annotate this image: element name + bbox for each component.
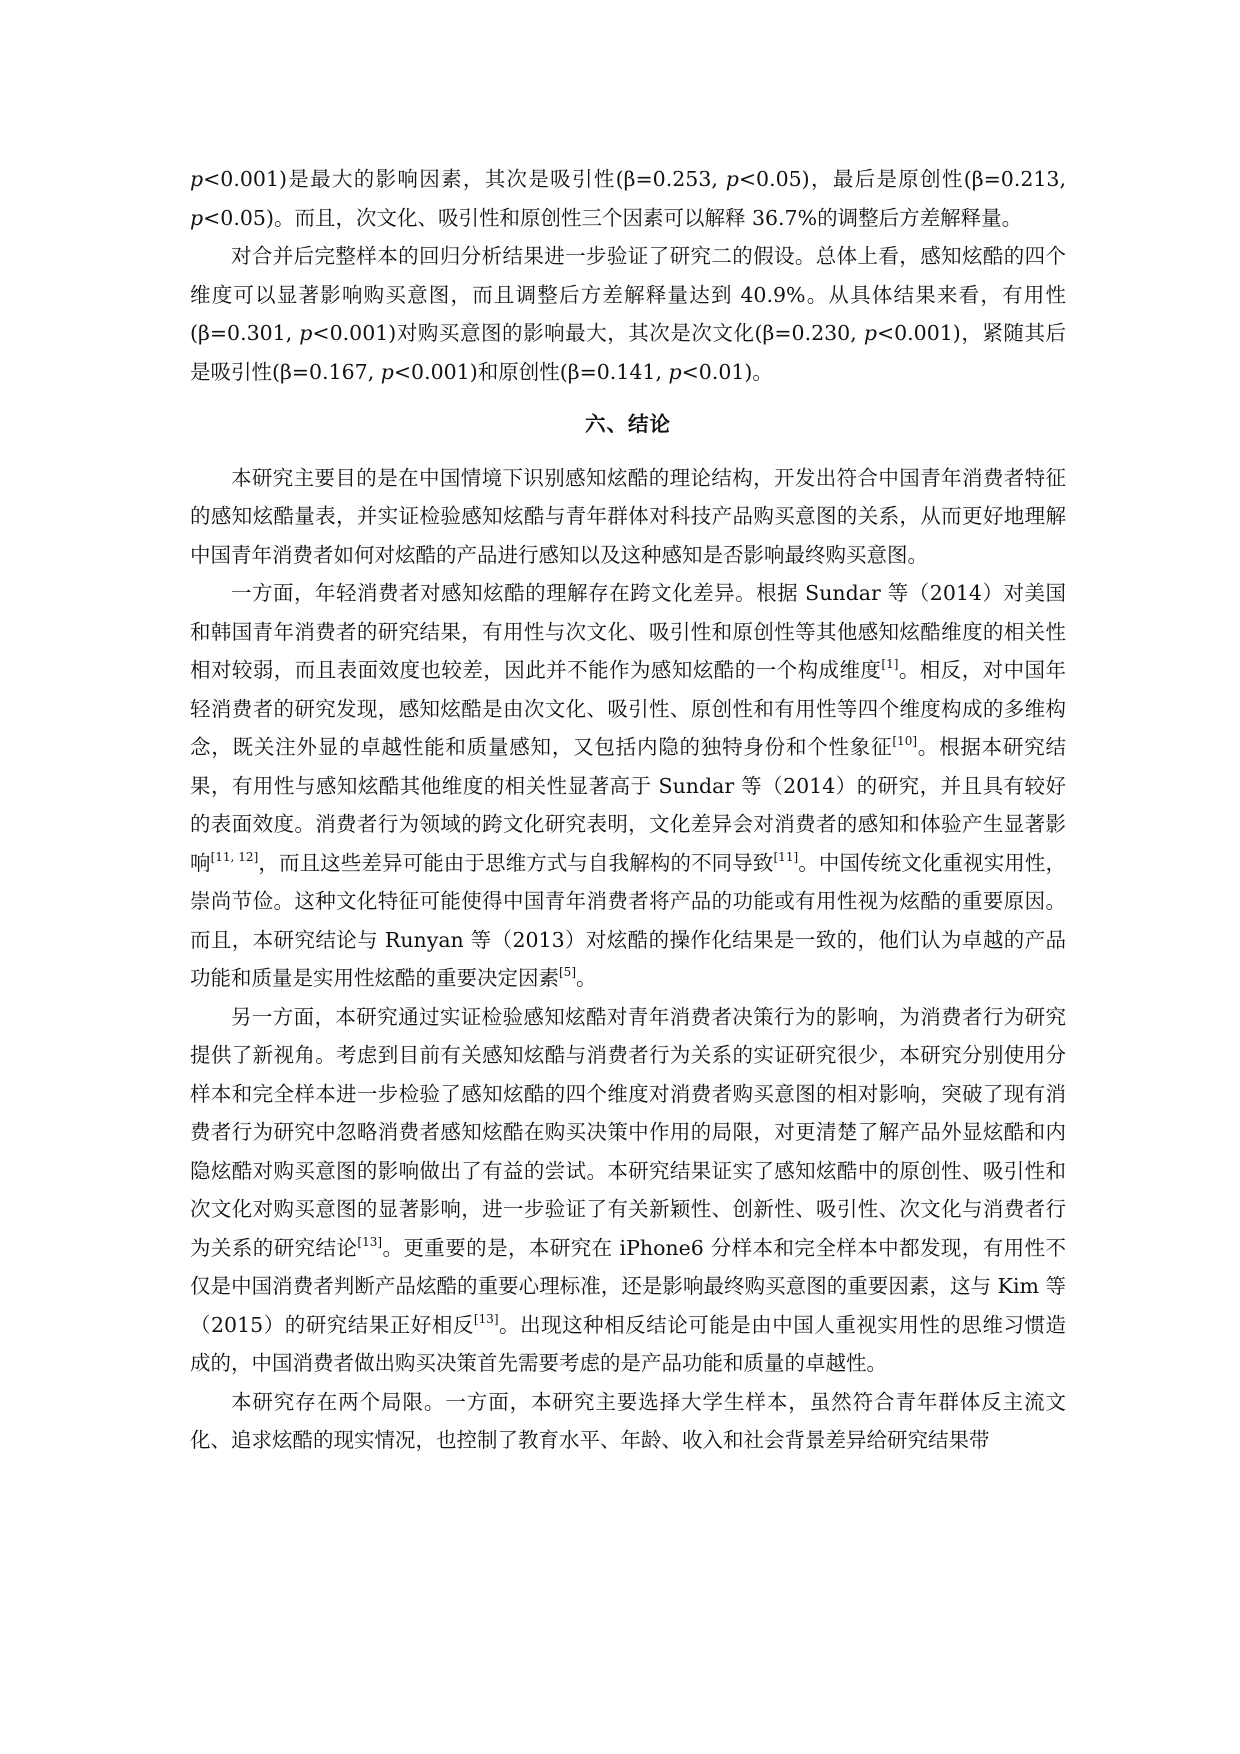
text-run: 。中国传统文化重视实用性，崇尚节俭。这种文化特征可能使得中国青年消费者将产品的功能或有用性视为炫酷的重要原因。而且，本研究结论与 Runyan 等（2013）对炫酷的操作化结果是一致的，他们认为卓越的产品功能和质量是实用性炫酷的重要决定因素 <box>190 850 1067 990</box>
text-run: 本研究主要目的是在中国情境下识别感知炫酷的理论结构，开发出符合中国青年消费者特征的感知炫酷量表，并实证检验感知炫酷与青年群体对科技产品购买意图的关系，从而更好地理解中国青年消费者如何对炫酷的产品进行感知以及这种感知是否影响最终购买意图。 <box>190 465 1066 567</box>
text-run: 另一方面，本研究通过实证检验感知炫酷对青年消费者决策行为的影响，为消费者行为研究提供了新视角。考虑到目前有关感知炫酷与消费者行为关系的实证研究很少，本研究分别使用分样本和完全样本进一步检验了感知炫酷的四个维度对消费者购买意图的相对影响，突破了现有消费者行为研究中忽略消费者感知炫酷在购买决策中作用的局限，对更清楚了解产品外显炫酷和内隐炫酷对购买意图的影响做出了有益的尝试。本研究结果证实了感知炫酷中的原创性、吸引性和次文化对购买意图的显著影响，进一步验证了有关新颖性、创新性、吸引性、次文化与消费者行为关系的研究结论 <box>190 1004 1066 1260</box>
text-run: 。 <box>576 966 597 990</box>
citation-ref: [10] <box>892 734 918 748</box>
citation-ref: [13] <box>473 1311 499 1326</box>
text-run: <0.001)对购买意图的影响最大，其次是次文化(β=0.230, <box>312 321 864 345</box>
italic-symbol: p <box>725 167 739 191</box>
text-run: 对合并后完整样本的回归分析结果进一步验证了研究二的假设。总体上看，感知炫酷的四个维度可以显著影响购买意图，而且调整后方差解释量达到 40.9%。从具体结果来看，有用性(β=0.301, <box>190 244 1066 345</box>
body-paragraph <box>190 237 1066 391</box>
text-run: 。出现这种相反结论可能是由中国人重视实用性的思维习惯造成的，中国消费者做出购买决策首先需要考虑的是产品功能和质量的卓越性。 <box>190 1312 1067 1375</box>
italic-symbol: p <box>668 359 682 384</box>
text-run: <0.001)，紧随其后是吸引性(β=0.167, <box>190 321 1067 384</box>
text-run: 。相反，对中国年轻消费者的研究发现，感知炫酷是由次文化、吸引性、原创性和有用性等四个维度构成的多维构念，既关注外显的卓越性能和质量感知，又包括内隐的独特身份和个性象征 <box>190 658 1066 759</box>
body-paragraph <box>190 998 1066 1383</box>
body-paragraph <box>190 459 1066 575</box>
body-paragraph <box>190 574 1066 998</box>
document-body <box>190 160 1066 1460</box>
citation-ref: [11] <box>773 849 799 864</box>
citation-ref: [1] <box>881 657 899 671</box>
text-run: <0.05)，最后是原创性(β=0.213, <box>738 167 1066 191</box>
body-paragraph <box>190 1383 1066 1460</box>
body-paragraph <box>190 160 1066 237</box>
italic-symbol: p <box>863 321 877 345</box>
italic-symbol: p <box>190 205 204 230</box>
text-run: <0.05)。而且，次文化、吸引性和原创性三个因素可以解释 36.7%的调整后方差解释量。 <box>203 205 1023 230</box>
text-run: 本研究存在两个局限。一方面，本研究主要选择大学生样本，虽然符合青年群体反主流文化、追求炫酷的现实情况，也控制了教育水平、年龄、收入和社会背景差异给研究结果带 <box>190 1389 1066 1452</box>
citation-ref: [13] <box>357 1234 383 1249</box>
text-run: 。更重要的是，本研究在 iPhone6 分样本和完全样本中都发现，有用性不仅是中国消费者判断产品炫酷的重要心理标准，还是影响最终购买意图的重要因素，这与 Kim 等（2015）的研究结果正好相反 <box>190 1235 1067 1337</box>
text-run: ，而且这些差异可能由于思维方式与自我解构的不同导致 <box>258 850 774 875</box>
section-heading: 六、结论 <box>585 412 671 436</box>
text-run: <0.001)是最大的影响因素，其次是吸引性(β=0.253, <box>203 167 726 191</box>
italic-symbol: p <box>299 321 313 345</box>
text-run: <0.01)。 <box>681 359 773 384</box>
italic-symbol: p <box>190 167 204 191</box>
italic-symbol: p <box>380 359 394 384</box>
citation-ref: [5] <box>559 965 576 979</box>
text-run: 。根据本研究结果，有用性与感知炫酷其他维度的相关性显著高于 Sundar 等（2014）的研究，并且具有较好的表面效度。消费者行为领域的跨文化研究表明，文化差异会对消费者的感知和体验产生显著影响 <box>190 735 1067 875</box>
text-run: <0.001)和原创性(β=0.141, <box>393 359 669 384</box>
text-run: 一方面，年轻消费者对感知炫酷的理解存在跨文化差异。根据 Sundar 等（2014）对美国和韩国青年消费者的研究结果，有用性与次文化、吸引性和原创性等其他感知炫酷维度的相关性相对较弱，而且表面效度也较差，因此并不能作为感知炫酷的一个构成维度 <box>190 581 1066 682</box>
citation-ref: [11, 12] <box>210 849 259 864</box>
